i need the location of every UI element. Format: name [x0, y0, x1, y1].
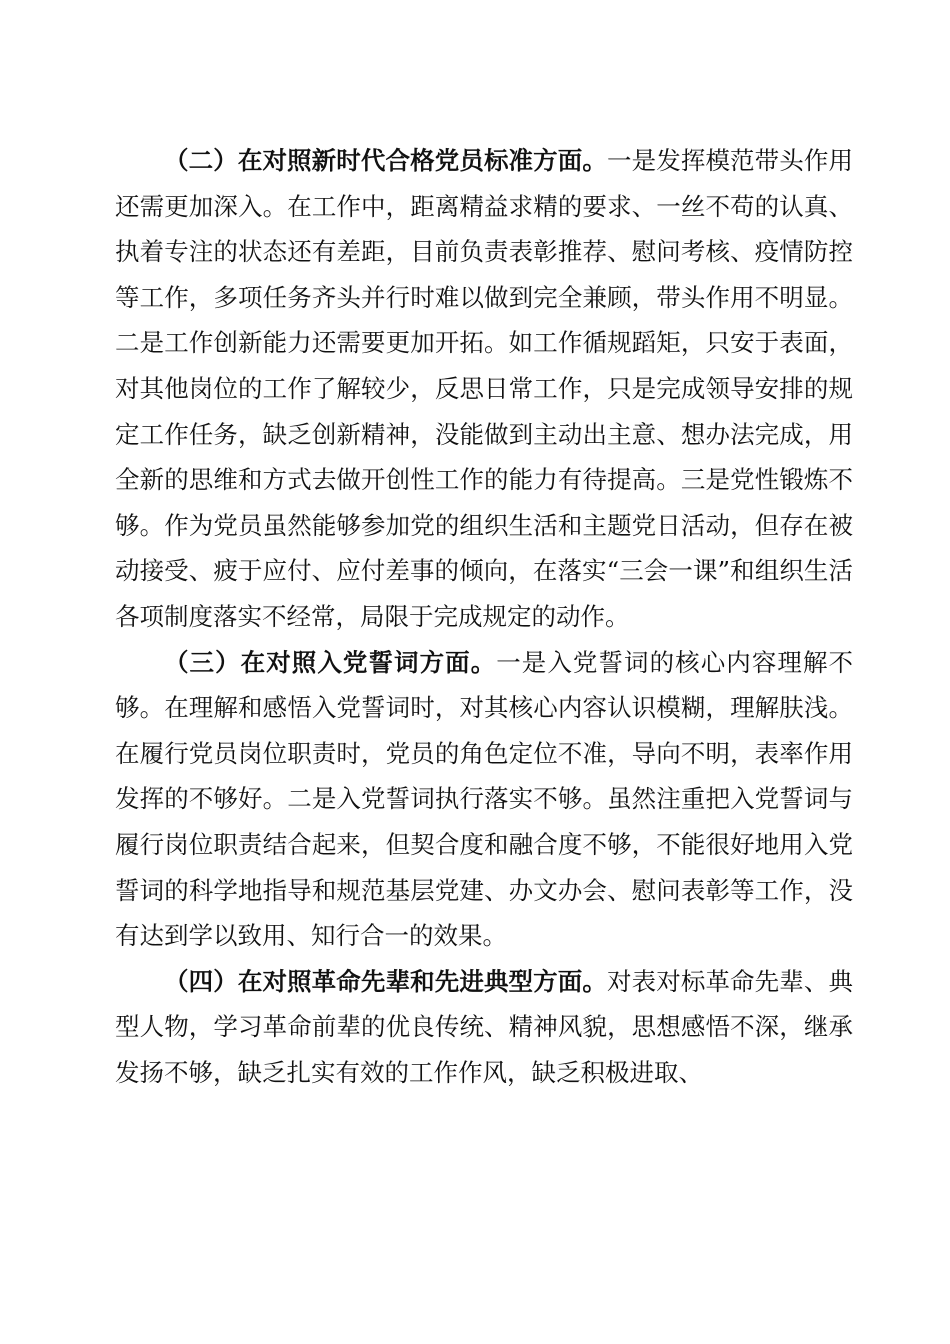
section-3-paragraph: [115, 640, 853, 959]
section-3-body: 一是入党誓词的核心内容理解不够。在理解和感悟入党誓词时，对其核心内容认识模糊，理解肤浅。在履行党员岗位职责时，党员的角色定位不准，导向不明，表率作用发挥的不够好。二是入党誓词执行落实不够。虽然注重把入党誓词与履行岗位职责结合起来，但契合度和融合度不够，不能很好地用入党誓词的科学地指导和规范基层党建、办文办会、慰问表彰等工作，没有达到学以致用、知行合一的效果。: [115, 647, 853, 951]
section-4-body: 对表对标革命先辈、典型人物，学习革命前辈的优良传统、精神风貌，思想感悟不深，继承发扬不够，缺乏扎实有效的工作作风，缺乏积极进取、: [115, 966, 853, 1087]
section-4-heading: （四）在对照革命先辈和先进典型方面。: [164, 966, 607, 996]
section-3-heading: （三）在对照入党誓词方面。: [164, 647, 497, 677]
section-4-paragraph: [115, 959, 853, 1096]
section-2-paragraph: [115, 138, 853, 640]
section-2-heading: （二）在对照新时代合格党员标准方面。: [164, 146, 607, 175]
document-page: [115, 138, 853, 1095]
section-2-body: 一是发挥模范带头作用还需更加深入。在工作中，距离精益求精的要求、一丝不苟的认真、执着专注的状态还有差距，目前负责表彰推荐、慰问考核、疫情防控等工作，多项任务齐头并行时难以做到完全兼顾，带头作用不明显。二是工作创新能力还需要更加开拓。如工作循规蹈矩，只安于表面，对其他岗位的工作了解较少，反思日常工作，只是完成领导安排的规定工作任务，缺乏创新精神，没能做到主动出主意、想办法完成，用全新的思维和方式去做开创性工作的能力有待提高。三是党性锻炼不够。作为党员虽然能够参加党的组织生活和主题党日活动，但存在被动接受、疲于应付、应付差事的倾向，在落实“三会一课”和组织生活各项制度落实不经常，局限于完成规定的动作。: [115, 146, 853, 631]
